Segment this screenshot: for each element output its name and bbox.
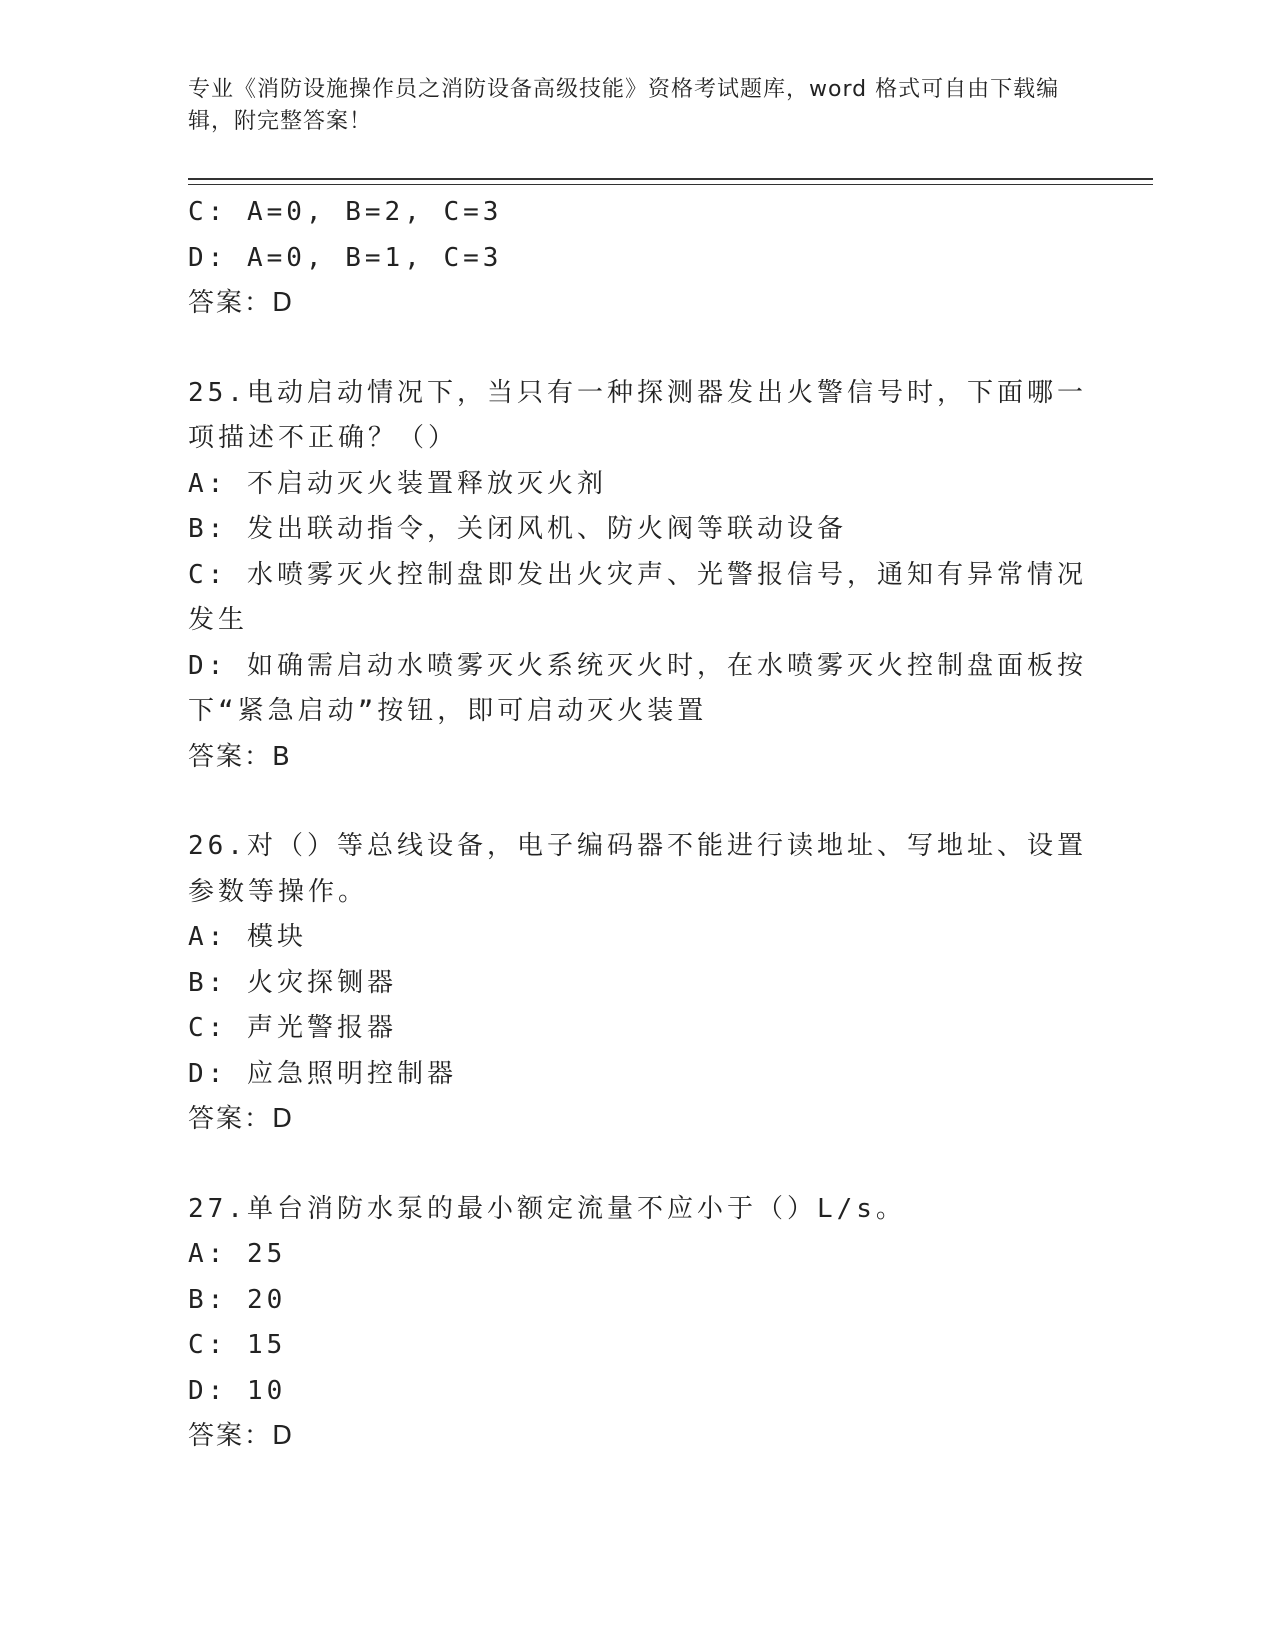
- option-c: C: 水喷雾灭火控制盘即发出火灾声、光警报信号，通知有异常情况发生: [188, 559, 1087, 635]
- question-content: [188, 190, 1088, 1460]
- question-25: [188, 371, 1088, 781]
- option-a: A: 不启动灭火装置释放灭火剂: [188, 468, 607, 499]
- option-a: A: 模块: [188, 922, 307, 952]
- question-26: [188, 824, 1088, 1143]
- option-d: D: 应急照明控制器: [188, 1058, 457, 1089]
- header-rule-thin: [188, 184, 1153, 185]
- option-b: B: 20: [188, 1284, 287, 1315]
- option-d: D: 10: [188, 1375, 287, 1406]
- option-c: C: A=0, B=2, C=3: [188, 197, 503, 227]
- answer-line: 答案：D: [188, 288, 295, 318]
- page-header: 专业《消防设施操作员之消防设备高级技能》资格考试题库，word 格式可自由下载编辑，附完整答案！: [188, 77, 1060, 134]
- option-a: A: 25: [188, 1239, 287, 1269]
- question-27: [188, 1187, 1088, 1460]
- question-text: 26.对（）等总线设备，电子编码器不能进行读地址、写地址、设置参数等操作。: [188, 831, 1087, 907]
- option-b: B: 火灾探铡器: [188, 967, 397, 998]
- answer-line: 答案：D: [188, 1421, 295, 1451]
- option-c: C: 15: [188, 1330, 287, 1360]
- question-text: 25.电动启动情况下，当只有一种探测器发出火警信号时，下面哪一项描述不正确？（）: [188, 377, 1087, 453]
- previous-question-tail: [188, 190, 1088, 327]
- option-c: C: 声光警报器: [188, 1013, 397, 1043]
- question-text: 27.单台消防水泵的最小额定流量不应小于（）L/s。: [188, 1193, 906, 1224]
- header-rule-thick: [188, 178, 1153, 180]
- answer-line: 答案：D: [188, 1104, 295, 1134]
- option-d: D: 如确需启动水喷雾灭火系统灭火时，在水喷雾灭火控制盘面板按下“紧急启动”按钮，即可启动灭火装置: [188, 650, 1087, 726]
- option-d: D: A=0, B=1, C=3: [188, 242, 503, 273]
- option-b: B: 发出联动指令，关闭风机、防火阀等联动设备: [188, 514, 847, 544]
- answer-line: 答案：B: [188, 741, 292, 772]
